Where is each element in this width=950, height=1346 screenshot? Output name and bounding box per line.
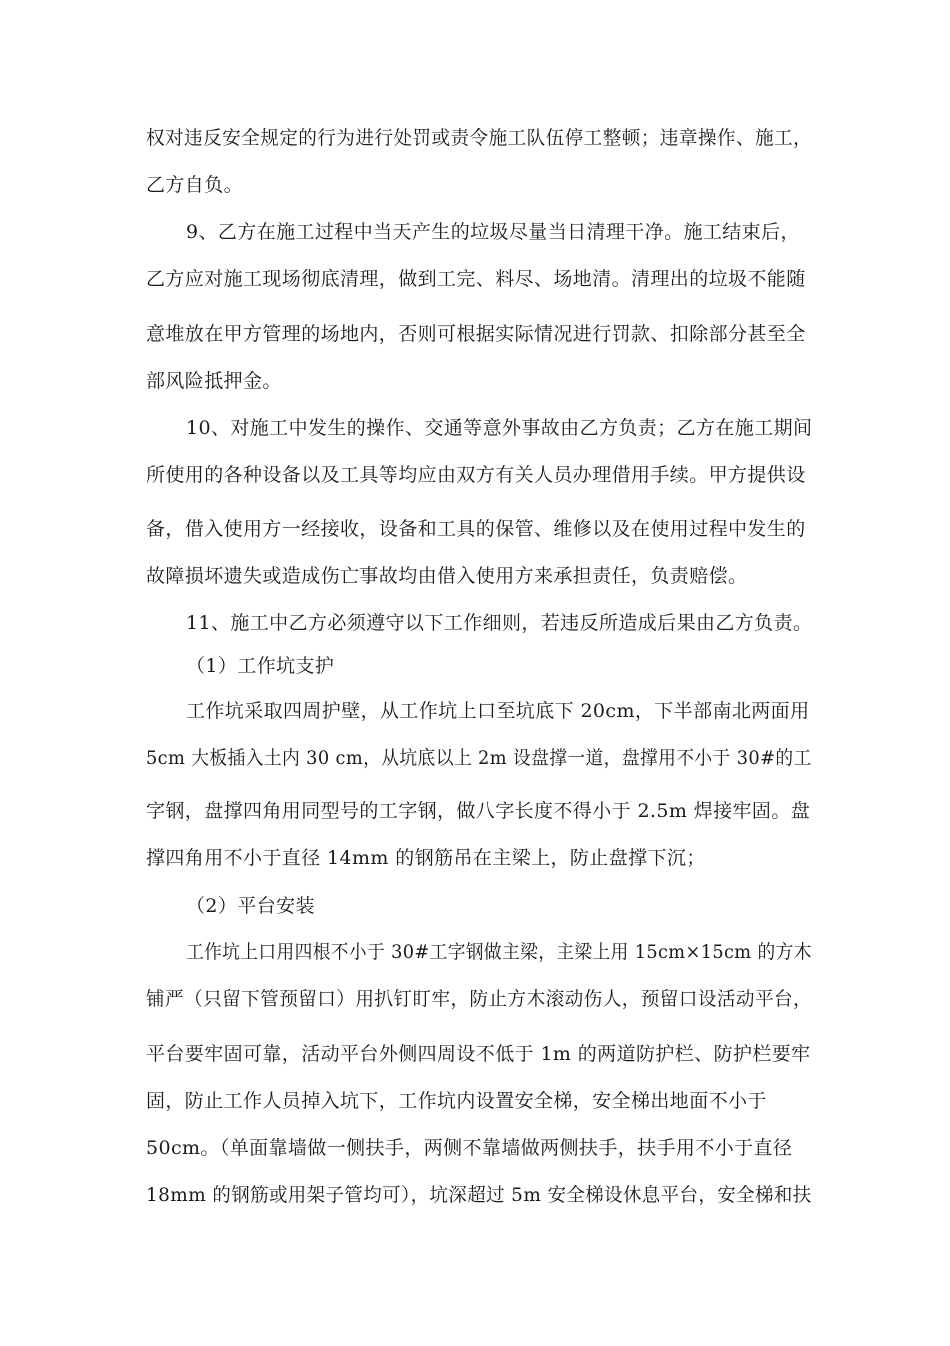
text-line: 18mm 的钢筋或用架子管均可），坑深超过 5m 安全梯设休息平台，安全梯和扶: [146, 1184, 812, 1206]
text-line: 5cm 大板插入土内 30 cm，从坑底以上 2m 设盘撑一道，盘撑用不小于 30#的工: [146, 747, 812, 769]
text-line: 工作坑采取四周护壁，从工作坑上口至坑底下 20cm，下半部南北两面用: [186, 700, 810, 722]
text-line: 权对违反安全规定的行为进行处罚或责令施工队伍停工整顿；违章操作、施工，: [146, 127, 813, 149]
text-line: 固，防止工作人员掉入坑下，工作坑内设置安全梯，安全梯出地面不小于: [146, 1090, 767, 1112]
text-line: 10、对施工中发生的操作、交通等意外事故由乙方负责；乙方在施工期间: [186, 417, 813, 439]
text-line: （2）平台安装: [186, 895, 315, 917]
text-line: 50cm。（单面靠墙做一侧扶手，两侧不靠墙做两侧扶手，扶手用不小于直径: [146, 1137, 793, 1159]
text-line: 部风险抵押金。: [146, 370, 282, 392]
text-line: 意堆放在甲方管理的场地内，否则可根据实际情况进行罚款、扣除部分甚至全: [146, 323, 806, 345]
text-line: （1）工作坑支护: [186, 655, 335, 677]
text-line: 备，借入使用方一经接收，设备和工具的保管、维修以及在使用过程中发生的: [146, 518, 806, 540]
text-line: 乙方自负。: [146, 174, 244, 196]
text-line: 工作坑上口用四根不小于 30#工字钢做主梁，主梁上用 15cm×15cm 的方木: [186, 941, 812, 963]
text-line: 撑四角用不小于直径 14mm 的钢筋吊在主梁上，防止盘撑下沉；: [146, 847, 706, 869]
text-line: 铺严（只留下管预留口）用扒钉盯牢，防止方木滚动伤人，预留口设活动平台，: [146, 988, 813, 1010]
text-line: 乙方应对施工现场彻底清理，做到工完、料尽、场地清。清理出的垃圾不能随: [146, 268, 806, 290]
text-line: 9、乙方在施工过程中当天产生的垃圾尽量当日清理干净。施工结束后，: [186, 221, 800, 243]
text-line: 所使用的各种设备以及工具等均应由双方有关人员办理借用手续。甲方提供设: [146, 464, 806, 486]
text-line: 字钢，盘撑四角用同型号的工字钢，做八字长度不得小于 2.5m 焊接牢固。盘: [146, 800, 811, 822]
text-line: 平台要牢固可靠，活动平台外侧四周设不低于 1m 的两道防护栏、防护栏要牢: [146, 1043, 811, 1065]
text-line: 11、施工中乙方必须遵守以下工作细则，若违反所造成后果由乙方负责。: [186, 612, 813, 634]
text-line: 故障损坏遗失或造成伤亡事故均由借入使用方来承担责任，负责赔偿。: [146, 565, 748, 587]
